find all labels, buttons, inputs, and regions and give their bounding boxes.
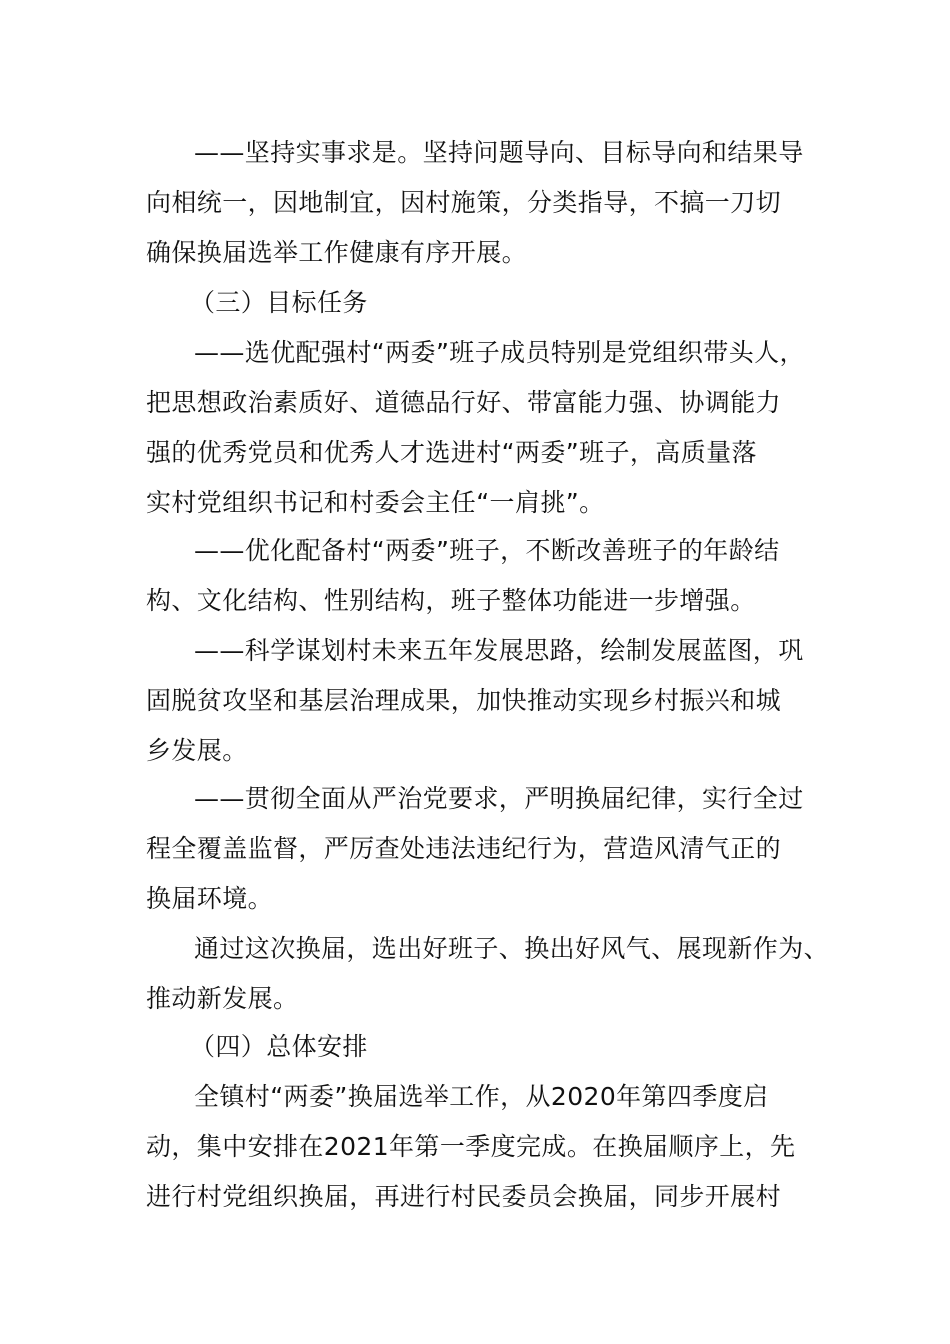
text-line: 换届环境。 [146,884,274,913]
text-line: 动，集中安排在2021年第一季度完成。在换届顺序上，先 [146,1132,796,1161]
text-line: 固脱贫攻坚和基层治理成果，加快推动实现乡村振兴和城 [146,686,782,715]
text-line: ——优化配备村“两委”班子，不断改善班子的年龄结 [194,536,780,565]
text-line: 进行村党组织换届，再进行村民委员会换届，同步开展村 [146,1182,782,1211]
text-line: 强的优秀党员和优秀人才选进村“两委”班子，高质量落 [146,438,757,467]
text-line: 构、文化结构、性别结构，班子整体功能进一步增强。 [146,586,756,615]
text-line: 程全覆盖监督，严厉查处违法违纪行为，营造风清气正的 [146,834,782,863]
text-line: ——坚持实事求是。坚持问题导向、目标导向和结果导 [194,138,804,167]
section-heading: （三）目标任务 [190,288,368,317]
section-heading: （四）总体安排 [190,1032,368,1061]
text-line: ——科学谋划村未来五年发展思路，绘制发展蓝图，巩 [194,636,804,665]
text-line: 推动新发展。 [146,984,299,1013]
text-line: ——选优配强村“两委”班子成员特别是党组织带头人， [194,338,805,367]
text-line: 通过这次换届，选出好班子、换出好风气、展现新作为、 [194,934,830,963]
text-line: 全镇村“两委”换届选举工作，从2020年第四季度启 [194,1082,769,1111]
text-line: 把思想政治素质好、道德品行好、带富能力强、协调能力 [146,388,782,417]
text-line: 向相统一，因地制宜，因村施策，分类指导，不搞一刀切 [146,188,782,217]
text-line: 实村党组织书记和村委会主任“一肩挑”。 [146,488,605,517]
text-line: ——贯彻全面从严治党要求，严明换届纪律，实行全过 [194,784,804,813]
text-line: 乡发展。 [146,736,248,765]
text-line: 确保换届选举工作健康有序开展。 [146,238,528,267]
